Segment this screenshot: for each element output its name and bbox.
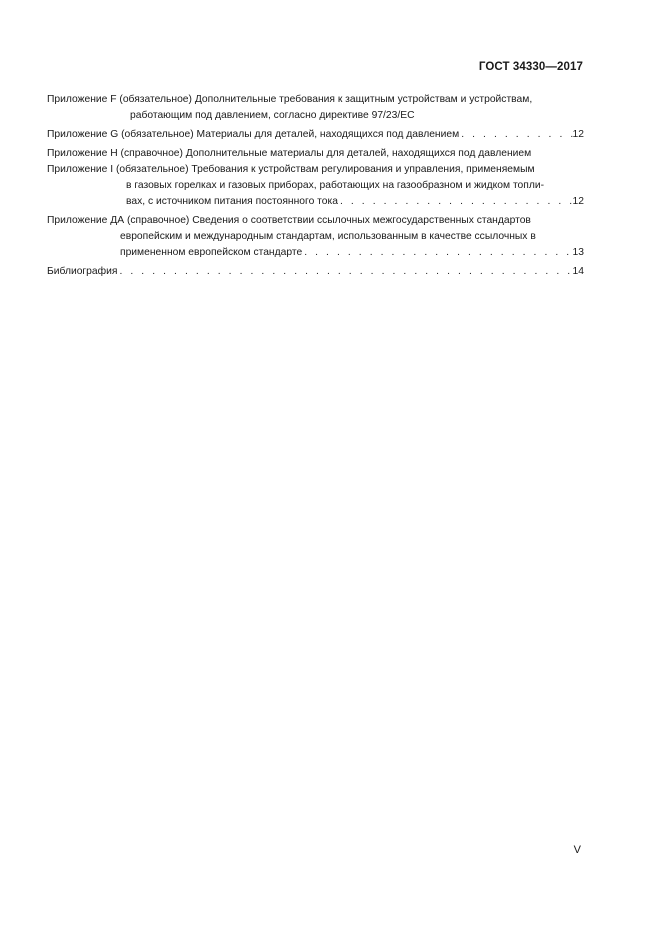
toc-entry-bibliography[interactable] xyxy=(47,264,584,280)
table-of-contents xyxy=(47,92,584,283)
toc-entry-i-line1: Приложение I (обязательное) Требования к устройствам регулирования и управления, применяемым xyxy=(47,164,535,175)
toc-entry-da-line2: европейским и международным стандартам, использованным в качестве ссылочных в xyxy=(120,231,536,242)
dot-leader xyxy=(459,127,572,143)
toc-entry-i-page: 12 xyxy=(572,196,584,207)
toc-entry-appendix-i[interactable] xyxy=(47,162,584,210)
standard-designation: ГОСТ 34330—2017 xyxy=(478,61,583,73)
toc-entry-bib-page: 14 xyxy=(572,266,584,277)
toc-entry-bib-title: Библиография xyxy=(47,266,118,277)
toc-entry-da-page: 13 xyxy=(572,247,584,258)
toc-entry-g-title: Приложение G (обязательное) Материалы для деталей, находящихся под давлением xyxy=(47,129,460,140)
toc-entry-appendix-g[interactable] xyxy=(47,127,584,143)
toc-entry-i-line3: вах, с источником питания постоянного тока xyxy=(126,196,338,207)
toc-entry-da-line1: Приложение ДА (справочное) Сведения о соответствии ссылочных межгосударственных стандартов xyxy=(47,215,531,226)
toc-entry-da-line3: примененном европейском стандарте xyxy=(120,247,303,258)
toc-entry-g-page: 12 xyxy=(572,129,584,140)
toc-entry-f-line1: Приложение F (обязательное) Дополнительные требования к защитным устройствам и устройствам, xyxy=(47,94,533,105)
toc-entry-appendix-da[interactable] xyxy=(47,213,584,261)
toc-entry-appendix-h[interactable] xyxy=(47,146,584,162)
toc-entry-i-line2: в газовых горелках и газовых приборах, работающих на газообразном и жидком топли- xyxy=(126,180,545,191)
dot-leader xyxy=(117,264,572,280)
dot-leader xyxy=(302,245,572,261)
dot-leader xyxy=(338,194,573,210)
toc-entry-h-title: Приложение H (справочное) Дополнительные материалы для деталей, находящихся под давлением xyxy=(47,148,532,159)
page-number: V xyxy=(573,844,581,856)
toc-entry-appendix-f[interactable] xyxy=(47,92,584,124)
toc-entry-f-line2: работающим под давлением, согласно директиве 97/23/ЕС xyxy=(130,110,415,121)
